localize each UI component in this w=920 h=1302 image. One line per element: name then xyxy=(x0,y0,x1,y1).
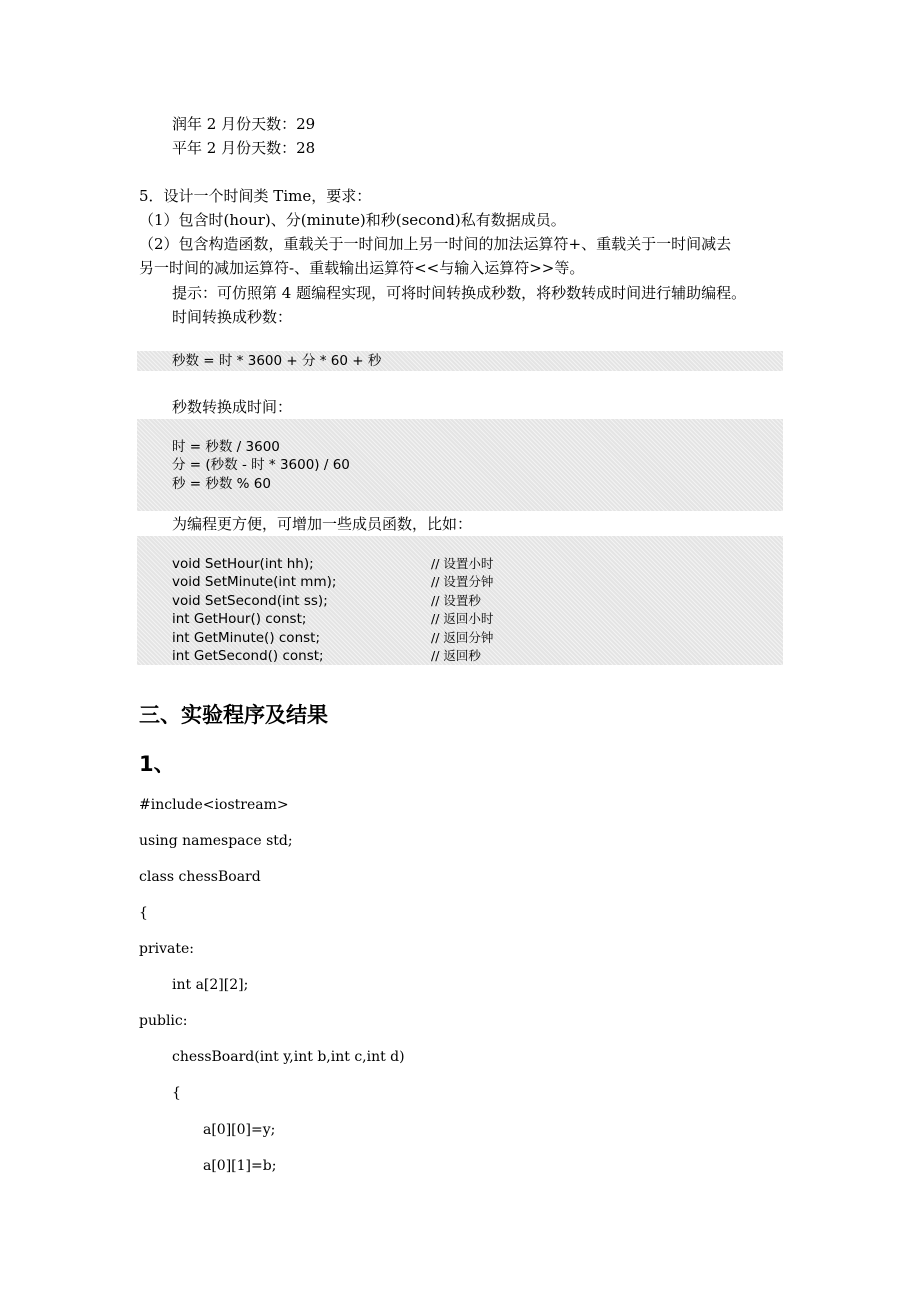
code-line: #include<iostream> xyxy=(139,797,289,813)
member-function-comment: // 返回小时 xyxy=(431,611,494,626)
member-function-code: int GetSecond() const; xyxy=(172,648,324,664)
code-line: a[0][0]=y; xyxy=(203,1122,276,1138)
member-function-comment: // 设置小时 xyxy=(431,556,494,571)
member-function-comment: // 设置分钟 xyxy=(431,574,494,589)
code-line: int a[2][2]; xyxy=(172,977,249,993)
common-year-days-line: 平年 2 月份天数：28 xyxy=(172,139,316,157)
member-function-code: int GetHour() const; xyxy=(172,611,307,627)
task5-hint: 提示：可仿照第 4 题编程实现，可将时间转换成秒数，将秒数转成时间进行辅助编程。 xyxy=(172,284,747,302)
member-function-comment: // 返回秒 xyxy=(431,648,481,663)
member-function-code: void SetSecond(int ss); xyxy=(172,593,328,609)
code-line: { xyxy=(172,1085,181,1101)
member-functions-label: 为编程更方便，可增加一些成员函数，比如： xyxy=(172,515,473,533)
code-line: { xyxy=(139,905,148,921)
formula-seconds: 秒 = 秒数 % 60 xyxy=(172,476,271,492)
task5-title: 5．设计一个时间类 Time，要求： xyxy=(139,187,372,205)
code-line: chessBoard(int y,int b,int c,int d) xyxy=(172,1049,405,1065)
formula-minutes: 分 = (秒数 - 时 * 3600) / 60 xyxy=(172,457,350,473)
formula-time-to-seconds: 秒数 = 时 * 3600 + 分 * 60 + 秒 xyxy=(172,353,382,369)
member-function-comment: // 设置秒 xyxy=(431,593,481,608)
time-to-seconds-label: 时间转换成秒数： xyxy=(172,308,293,326)
member-function-code: int GetMinute() const; xyxy=(172,630,320,646)
section-heading: 三、实验程序及结果 xyxy=(139,703,328,727)
leap-year-days-line: 润年 2 月份天数：29 xyxy=(172,115,316,133)
subsection-heading: 1、 xyxy=(139,752,175,776)
member-function-comment: // 返回分钟 xyxy=(431,630,494,645)
code-line: private: xyxy=(139,941,195,957)
code-line: class chessBoard xyxy=(139,869,261,885)
member-function-code: void SetHour(int hh); xyxy=(172,556,314,572)
seconds-to-time-label: 秒数转换成时间： xyxy=(172,398,293,416)
task5-requirement-2-line1: （2）包含构造函数，重载关于一时间加上另一时间的加法运算符+、重载关于一时间减去 xyxy=(139,235,732,253)
code-line: public: xyxy=(139,1013,188,1029)
task5-requirement-2-line2: 另一时间的减加运算符-、重载输出运算符<<与输入运算符>>等。 xyxy=(139,259,585,277)
code-line: a[0][1]=b; xyxy=(203,1158,277,1174)
member-function-code: void SetMinute(int mm); xyxy=(172,574,337,590)
code-line: using namespace std; xyxy=(139,833,293,849)
formula-hours: 时 = 秒数 / 3600 xyxy=(172,439,280,455)
task5-requirement-1: （1）包含时(hour)、分(minute)和秒(second)私有数据成员。 xyxy=(139,211,566,229)
